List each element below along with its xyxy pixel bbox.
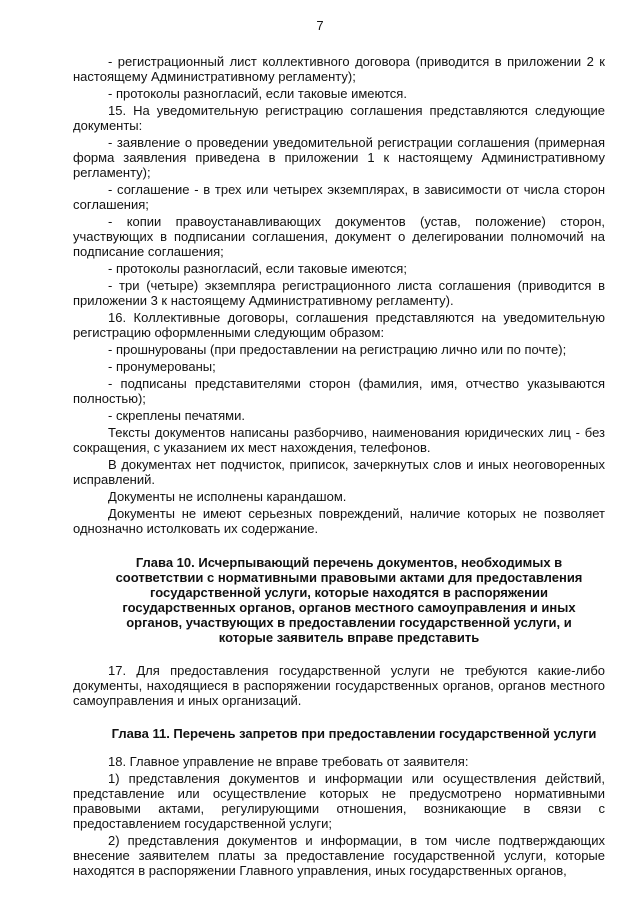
paragraph: Документы не исполнены карандашом. bbox=[108, 489, 347, 504]
chapter-11-heading: Глава 11. Перечень запретов при предоставлении государственной услуги bbox=[111, 726, 597, 741]
paragraph: Тексты документов написаны разборчиво, наименования юридических лиц - без сокращения, с указанием их мест нахождения, телефонов. bbox=[73, 425, 605, 455]
paragraph: - соглашение - в трех или четырех экземплярах, в зависимости от числа сторон соглашения; bbox=[73, 182, 605, 212]
paragraph: - три (четыре) экземпляра регистрационного листа соглашения (приводится в приложении 3 к настоящему Административному регламенту). bbox=[73, 278, 605, 308]
paragraph: 16. Коллективные договоры, соглашения представляются на уведомительную регистрацию оформленными следующим образом: bbox=[73, 310, 605, 340]
paragraph: - заявление о проведении уведомительной регистрации соглашения (примерная форма заявления приведена в приложении 1 к настоящему Административному регламенту); bbox=[73, 135, 605, 180]
paragraph: - прошнурованы (при предоставлении на регистрацию лично или по почте); bbox=[108, 342, 567, 357]
paragraph: - протоколы разногласий, если таковые имеются. bbox=[108, 86, 407, 101]
paragraph-18: 18. Главное управление не вправе требовать от заявителя: bbox=[108, 754, 469, 769]
paragraph-18-item-2: 2) представления документов и информации, в том числе подтверждающих внесение заявителем платы за предоставление государственной услуги, которые находятся в распоряжении Главного управления, иных государственных органов, bbox=[73, 833, 605, 878]
paragraph: - скреплены печатями. bbox=[108, 408, 245, 423]
paragraph: 15. На уведомительную регистрацию соглашения представляются следующие документы: bbox=[73, 103, 605, 133]
paragraph-18-item-1: 1) представления документов и информации или осуществления действий, представление или осуществление которых не предусмотрено нормативными правовыми актами, регулирующими отношения, возникающие в связи с предоставлением государственной услуги; bbox=[73, 771, 605, 831]
paragraph: - пронумерованы; bbox=[108, 359, 216, 374]
paragraph: В документах нет подчисток, приписок, зачеркнутых слов и иных неоговоренных исправлений. bbox=[73, 457, 605, 487]
chapter-10-heading: Глава 10. Исчерпывающий перечень документов, необходимых в соответствии с нормативными правовыми актами для предоставления государственной услуги, которые находятся в распоряжении государственных органов, органов местного самоуправления и иных органов, участвующих в предоставлении государственной услуги, и которые заявитель вправе представить bbox=[115, 555, 583, 645]
paragraph: Документы не имеют серьезных повреждений, наличие которых не позволяет однозначно истолковать их содержание. bbox=[73, 506, 605, 536]
paragraph: - протоколы разногласий, если таковые имеются; bbox=[108, 261, 407, 276]
paragraph: - регистрационный лист коллективного договора (приводится в приложении 2 к настоящему Административному регламенту); bbox=[73, 54, 605, 84]
paragraph: - подписаны представителями сторон (фамилия, имя, отчество указываются полностью); bbox=[73, 376, 605, 406]
page-number: 7 bbox=[316, 18, 324, 33]
paragraph: - копии правоустанавливающих документов (устав, положение) сторон, участвующих в подписании соглашения, документ о делегировании полномочий на подписание соглашения; bbox=[73, 214, 605, 259]
paragraph-17: 17. Для предоставления государственной услуги не требуются какие-либо документы, находящиеся в распоряжении государственных органов, органов местного самоуправления и иных организаций. bbox=[73, 663, 605, 708]
document-body bbox=[73, 54, 605, 880]
